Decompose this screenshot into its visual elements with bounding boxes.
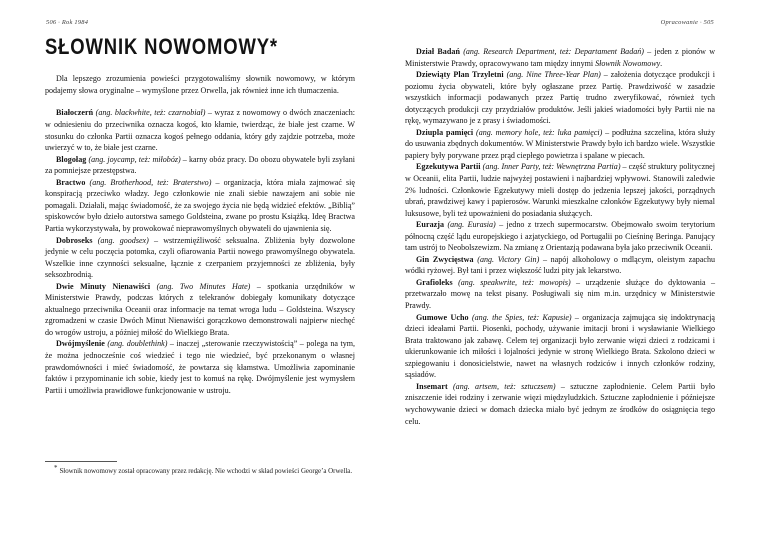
footnote-zone [45,461,355,477]
glossary-entries-left [45,107,355,396]
glossary-definition: – spotkania urzędników w Ministerstwie Prawdy, podczas których z telekranów dobiegały komunikaty dotyczące aktualnego przeciwnika Oceanii oraz informacje na temat wroga ludu – Goldsteina. Wszyscy zgromadzeni w czasie Dwóch Minut Nienawiści gorączkowo demonstrowali najpierw niechęć do wrogów ustroju, a później miłość do Wielkiego Brata. [45,281,356,337]
glossary-original-term: (ang. memory hole, też: luka pamięci) [476,127,603,137]
glossary-original-term: (ang. Two Minutes Hate) [156,281,251,291]
glossary-original-term: (ang. speakwrite, też: mowopis) [458,277,571,287]
glossary-definition: – urządzenie służące do dyktowania – przetwarzało mowę na tekst pisany. Posługiwali się nim m.in. urzędnicy w Ministerstwie Prawdy. [405,277,715,311]
column-left [45,73,355,396]
glossary-entry [405,312,715,381]
glossary-entry [405,127,715,162]
glossary-definition: – założenia dotyczące produkcji i poziomu życia obywateli, które były ogłaszane przez Partię. Prawdziwość w zasadzie wszystkich informacji podawanych przez Partię trudno zweryfikować, również tych dotyczących produkcji czy przydziałów produktów. Jeśli jakieś wiadomości były Partii nie na rękę, wymazywano je z prasy i świadomości. [405,70,716,126]
glossary-original-term: (ang. Research Department, też: Departament Badań) [463,47,644,56]
glossary-entry [45,154,355,177]
glossary-definition: – napój alkoholowy o mdlącym, oleistym zapachu wódki ryżowej. Był tani i przez większość ludzi pity jak lekarstwo. [405,254,716,276]
glossary-entry [405,219,715,254]
glossary-term: Gin Zwycięstwa [416,254,474,264]
glossary-original-term: (ang. artsem, też: sztuczsem) [453,381,556,391]
glossary-term: Insemart [416,381,448,391]
glossary-definition: – jedno z trzech supermocarstw. Obejmowało swoim terytorium północną część lądu europejskiego i azjatyckiego, od Portugalii po Cieśninę Beringa. Panujący tam ustrój to Neobolszewizm. Na zmianę z Orientazją podawana była jako przeciwnik Oceanii. [405,220,715,253]
glossary-entry [405,161,715,219]
glossary-original-term: (ang. Brotherhood, też: Braterstwo) [89,177,212,187]
glossary-entry [405,381,715,427]
glossary-term: Grafioleks [416,277,453,287]
footnote-separator [45,461,117,462]
glossary-term: Egzekutywa Partii [416,162,481,172]
glossary-original-term: (ang. the Spies, też: Kapusie) [471,312,572,322]
glossary-entry [405,254,715,277]
running-head-left: 506 · Rok 1984 [46,19,89,26]
glossary-definition: – organizacja zajmująca się indoktrynacją dzieci ideałami Partii. Piosenki, pochody, używanie imitacji broni i wysławianie Wielkiego Brata traktowano jak zabawę. Celem tej organizacji było zerwanie więzi dzieci z rodzicami i ukierunkowanie ich miłości i lojalności jedynie w stronę Wielkiego Brata. Szkolono dzieci w szpiegowaniu i donosicielstwie, nawet na własnych rodziców i innych członków rodziny, sąsiadów. [405,312,716,380]
glossary-original-term: (ang. Victory Gin) [477,254,540,264]
glossary-definition: – karny obóz pracy. Do obozu obywatele byli zsyłani za pomniejsze przestępstwa. [45,154,355,176]
glossary-term: Białoczerń [56,108,94,118]
two-column-body [45,47,716,448]
glossary-original-term: (ang. Inner Party, też: Wewnętrzna Partia) [482,162,621,172]
glossary-definition: – podłużna szczelina, która służy do usuwania zbędnych dokumentów. W Ministerstwie Prawdy było ich bardzo wiele. Wszystkie papiery były porywane przez prąd ciepłego powietrza i spalane w piecach. [405,127,715,160]
glossary-term: Blogołag [56,154,87,164]
glossary-definition: – wstrzemięźliwość seksualna. Zbliżenia były dozwolone jedynie w celu poczęcia potomka, czyli ofiarowania Partii nowego prawomyślnego obywatela. Wszelkie inne czynności seksualne, łącznie z czerpaniem przyjemności ze zbliżenia, były seksozbrodnią. [45,235,355,280]
glossary-term: Dział Badań [416,47,461,56]
glossary-definition: – organizacja, która miała zajmować się konspiracją przeciwko władzy. Jego członkowie nie znali siebie nawzajem ani sobie nie pomagali. Działali, mając świadomość, że za swojego życia nie będą widzieć efektów. „Biblią” spiskowców było dzieło autorstwa samego Goldsteina, zwane po prostu Książką. Ideę Bractwa Partia wykorzystywała, by prowokować nieprawomyślnych obywateli do ujawnienia się. [45,177,355,233]
glossary-term: Dziupla pamięci [416,127,474,137]
glossary-definition-title: Słownik Nowomowy [595,58,661,68]
glossary-entries-right [405,46,715,427]
glossary-original-term: (ang. Eurasia) [447,220,496,230]
glossary-entry [405,46,715,69]
glossary-entry [405,69,715,127]
glossary-entry [45,107,355,153]
footnote-marker: * [54,464,58,472]
glossary-definition: – część struktury politycznej w Oceanii, elita Partii, ludzie najwyżej postawieni i najbardziej wpływowi. Stanowili zaledwie 2% ludności. Członkowie Egzekutywy mieli dostęp do jedzenia lepszej jakości, porządnych ubrań, prawdziwej kawy i papierosów. Warunki mieszkalne członków Egzekutywy były niemal luksusowe, byli też upoważnieni do posiadania służących. [405,162,715,218]
intro-paragraph: Dla lepszego zrozumienia powieści przygotowaliśmy słownik nowomowy, w którym podajemy słowa oryginalne – wymyślone przez Orwella, jak również inne ich tłumaczenia. [45,74,355,95]
glossary-definition-end: . [660,58,663,68]
glossary-entry [405,277,715,312]
glossary-term: Dziewiąty Plan Trzyletni [416,70,504,80]
glossary-term: Dobroseks [56,235,93,245]
footnote-text: Słownik nowomowy został opracowany przez redakcję. Nie wchodzi w skład powieści George’a Orwella. [59,468,353,475]
running-head-right: Opracowanie · 505 [660,19,714,26]
glossary-definition: – jeden z pionów w Ministerstwie Prawdy, opracowywano tam między innymi [405,47,716,68]
column-right [405,46,715,427]
glossary-original-term: (ang. joycamp, też: miłobóz) [88,154,181,164]
glossary-term: Dwójmyślenie [56,339,105,349]
footnote [45,464,355,477]
glossary-entry [45,177,355,235]
glossary-entry [45,235,355,281]
glossary-definition: – wyraz z nowomowy o dwóch znaczeniach: w odniesieniu do przeciwnika oznacza kogoś, kto kłamie, twierdząc, że białe jest czarne. W stosunku do członka Partii oznacza kogoś pełnego oddania, który gdy zajdzie potrzeba, może uwierzyć w to, że białe jest czarne. [45,108,356,153]
glossary-term: Eurazja [416,220,445,230]
glossary-original-term: (ang. Nine Three-Year Plan) [506,70,601,80]
glossary-term: Dwie Minuty Nienawiści [56,281,151,291]
glossary-entry [45,281,355,339]
glossary-definition: – inaczej „sterowanie rzeczywistością” – polega na tym, że można jednocześnie coś wiedzieć i tego nie wiedzieć, być przekonanym o własnej prawdomówności i mieć świadomość, że powtarza się kłamstwa. Umożliwia zapominanie faktów i przypominanie ich sobie, kiedy jest to komuś na rękę. Dwójmyślenie jest wymysłem Partii i umożliwia prawidłowe funkcjonowanie w ustroju. [45,339,355,395]
glossary-definition: – sztuczne zapłodnienie. Celem Partii było zniszczenie idei rodziny i zerwanie więzi międzyludzkich. Sztuczne zapłodnienie i późniejsze wychowywanie dzieci w domach dziecka miało być jednym ze środków do osiągnięcia tego celu. [405,381,715,426]
glossary-term: Gumowe Ucho [416,312,469,322]
glossary-original-term: (ang. doublethink) [107,339,168,349]
page-title: SŁOWNIK NOWOMOWY* [45,34,278,59]
glossary-entry [45,338,355,396]
glossary-original-term: (ang. goodsex) [97,235,149,245]
glossary-original-term: (ang. blackwhite, też: czarnobiał) [95,108,206,118]
glossary-term: Bractwo [56,177,86,187]
